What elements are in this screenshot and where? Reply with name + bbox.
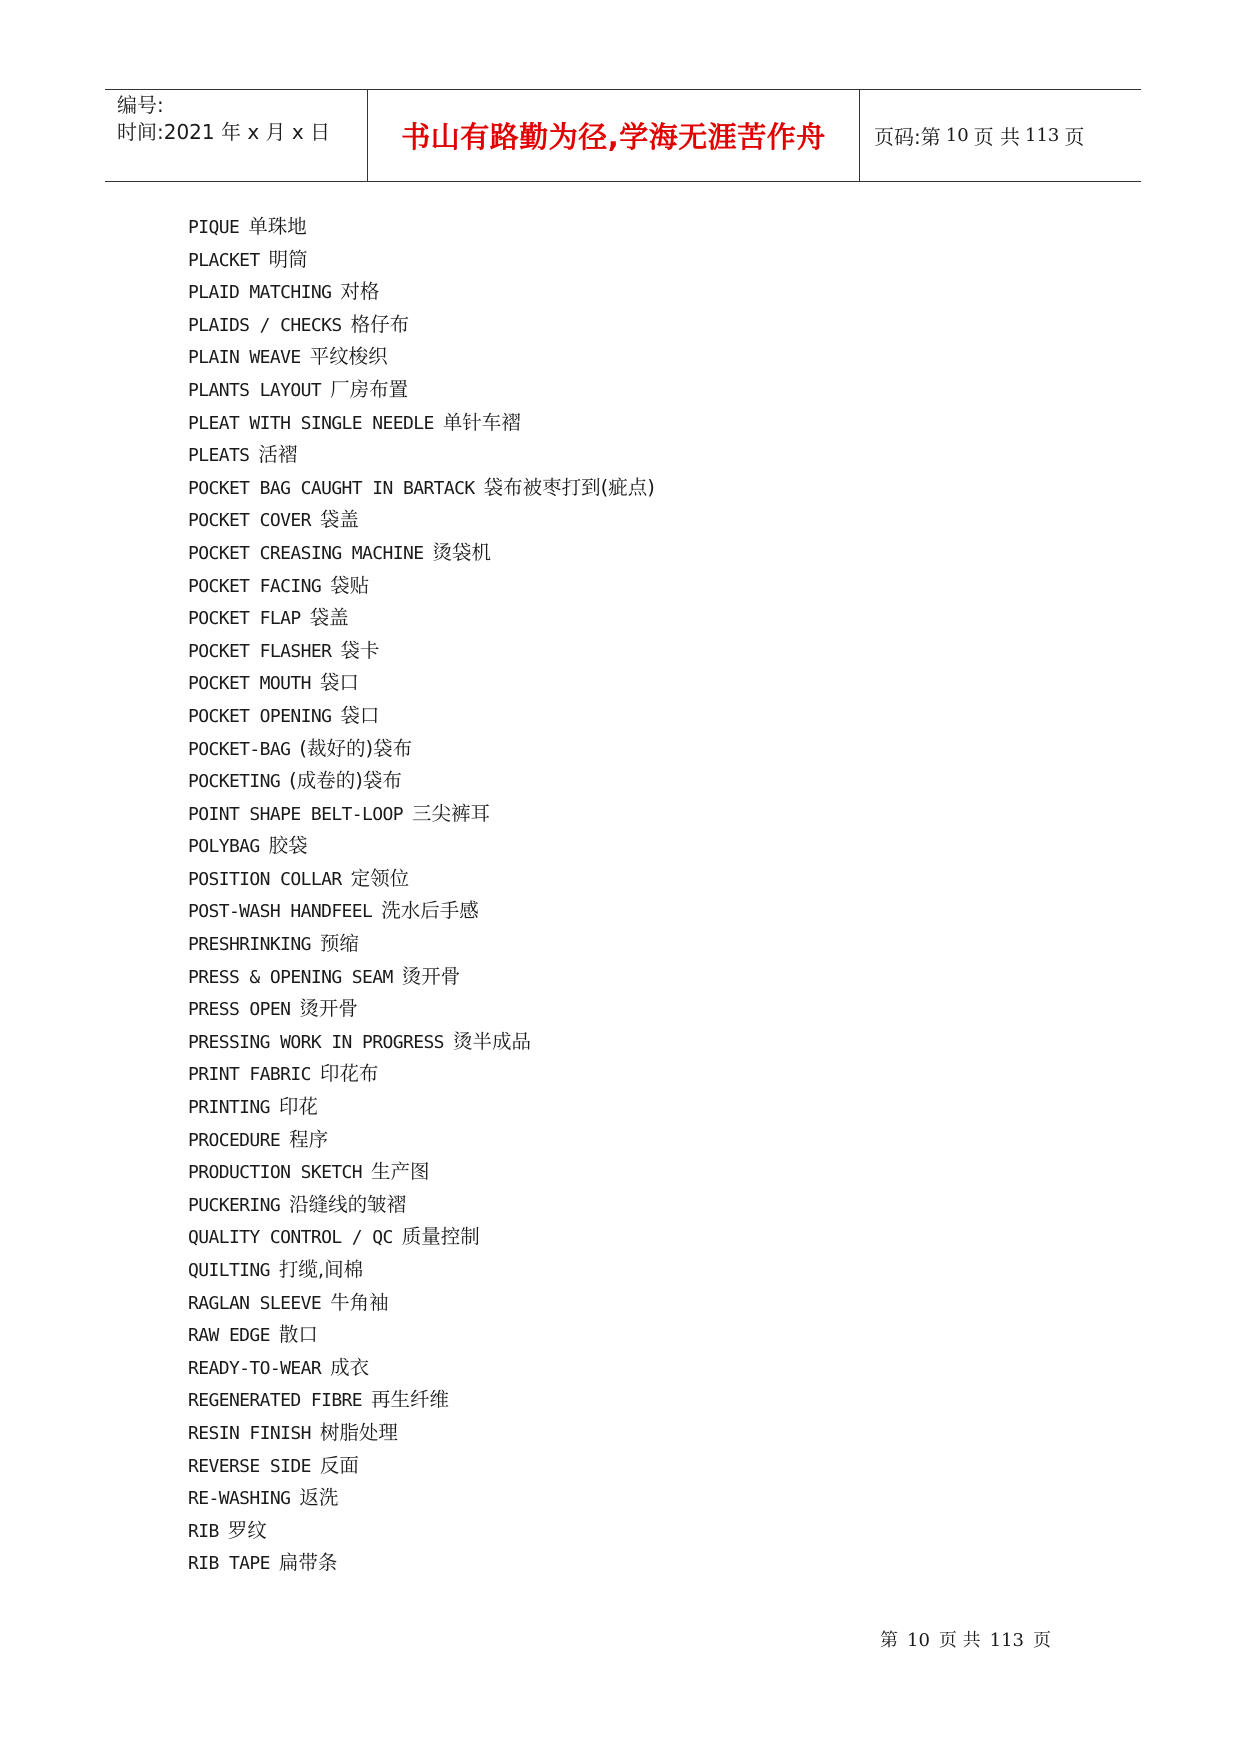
glossary-entry: [188, 211, 1088, 244]
term-english: POST-WASH HANDFEEL: [188, 901, 373, 923]
term-english: POCKETING: [188, 771, 281, 793]
term-english: RAGLAN SLEEVE: [188, 1292, 322, 1314]
term-chinese: 再生纤维: [371, 1388, 450, 1412]
glossary-entry: [188, 341, 1088, 374]
term-chinese: 烫开骨: [299, 997, 358, 1021]
glossary-entry: [188, 961, 1088, 994]
glossary-entry: [188, 1189, 1088, 1222]
header-page-indicator: [860, 90, 1141, 181]
header-page-suffix: 页: [1064, 125, 1085, 149]
glossary-entry: [188, 895, 1088, 928]
glossary-entry: [188, 1515, 1088, 1548]
term-english: POCKET MOUTH: [188, 673, 311, 695]
term-chinese: 散口: [278, 1323, 318, 1347]
term-chinese: 袋口: [319, 671, 359, 695]
term-english: POCKET OPENING: [188, 705, 332, 727]
term-chinese: 牛角袖: [330, 1290, 389, 1314]
glossary-entry: [188, 830, 1088, 863]
glossary-entry: [188, 472, 1088, 505]
glossary-entry: [188, 1058, 1088, 1091]
term-english: POCKET FACING: [188, 575, 322, 597]
term-chinese: 袋盖: [309, 606, 349, 630]
glossary-entry: [188, 1482, 1088, 1515]
term-english: QUALITY CONTROL / QC: [188, 1227, 393, 1249]
term-chinese: 平纹梭织: [309, 345, 388, 369]
term-chinese: 三尖裤耳: [411, 801, 490, 825]
glossary-entry: [188, 1547, 1088, 1580]
term-chinese: 印花布: [319, 1062, 379, 1086]
glossary-entry: [188, 1384, 1088, 1417]
term-english: PRODUCTION SKETCH: [188, 1162, 363, 1184]
term-chinese: (成卷的)袋布: [289, 769, 402, 793]
glossary-entry: [188, 374, 1088, 407]
term-chinese: 单珠地: [248, 215, 307, 238]
glossary-entry: [188, 407, 1088, 440]
glossary-entry: [188, 1156, 1088, 1189]
term-chinese: 返洗: [299, 1486, 339, 1510]
glossary-entry: [188, 1254, 1088, 1287]
glossary-entry: [188, 863, 1088, 896]
term-english: PLEAT WITH SINGLE NEEDLE: [188, 412, 434, 434]
term-english: PLACKET: [188, 249, 260, 271]
term-english: PRINTING: [188, 1097, 270, 1119]
term-chinese: (裁好的)袋布: [299, 736, 413, 760]
term-english: PRINT FABRIC: [188, 1064, 311, 1086]
glossary-entry: [188, 537, 1088, 570]
term-chinese: 单针车褶: [442, 410, 521, 434]
term-chinese: 定领位: [350, 866, 410, 890]
glossary-entry: [188, 928, 1088, 961]
glossary-entry: [188, 602, 1088, 635]
term-english: REVERSE SIDE: [188, 1455, 311, 1477]
term-chinese: 罗纹: [227, 1518, 267, 1542]
term-english: RE-WASHING: [188, 1488, 291, 1510]
term-chinese: 厂房布置: [330, 377, 409, 401]
term-english: PUCKERING: [188, 1194, 281, 1216]
term-english: PROCEDURE: [188, 1129, 281, 1151]
glossary-entry: [188, 504, 1088, 537]
glossary-entry: [188, 276, 1088, 309]
term-english: RESIN FINISH: [188, 1422, 311, 1444]
glossary-entry: [188, 635, 1088, 668]
page-header: [105, 89, 1141, 182]
glossary-entry: [188, 244, 1088, 277]
term-chinese: 胶袋: [268, 834, 308, 858]
footer-prefix: 第: [880, 1630, 898, 1651]
term-chinese: 格仔布: [350, 312, 410, 336]
glossary-entry: [188, 1450, 1088, 1483]
term-chinese: 袋口: [340, 703, 380, 727]
term-english: PRESSING WORK IN PROGRESS: [188, 1031, 444, 1053]
term-english: PRESHRINKING: [188, 934, 311, 956]
term-chinese: 预缩: [319, 932, 359, 956]
term-chinese: 对格: [340, 280, 380, 304]
term-chinese: 烫半成品: [452, 1029, 531, 1053]
term-english: POINT SHAPE BELT-LOOP: [188, 803, 403, 825]
term-chinese: 成衣: [330, 1355, 370, 1379]
term-english: POCKET BAG CAUGHT IN BARTACK: [188, 477, 475, 499]
glossary-entry: [188, 700, 1088, 733]
term-english: REGENERATED FIBRE: [188, 1390, 363, 1412]
term-english: RIB TAPE: [188, 1553, 270, 1575]
term-chinese: 袋盖: [319, 508, 359, 532]
page-footer: [880, 1626, 1060, 1652]
glossary-entry: [188, 570, 1088, 603]
term-chinese: 程序: [289, 1127, 329, 1151]
glossary-entry: [188, 765, 1088, 798]
header-info-cell: [105, 90, 368, 181]
term-chinese: 扁带条: [278, 1551, 338, 1575]
term-chinese: 洗水后手感: [381, 899, 479, 923]
term-english: POCKET-BAG: [188, 738, 291, 760]
term-english: POSITION COLLAR: [188, 868, 342, 890]
term-chinese: 树脂处理: [319, 1420, 398, 1444]
glossary-entry: [188, 993, 1088, 1026]
term-english: POCKET FLASHER: [188, 640, 332, 662]
term-english: POCKET COVER: [188, 510, 311, 532]
header-page-mid: 页 共: [973, 125, 1021, 149]
glossary-list: [188, 211, 1088, 1580]
term-english: POCKET FLAP: [188, 608, 301, 630]
header-page-total: 113: [1025, 125, 1060, 146]
term-english: PRESS OPEN: [188, 999, 291, 1021]
glossary-entry: [188, 1091, 1088, 1124]
glossary-entry: [188, 1287, 1088, 1320]
glossary-entry: [188, 733, 1088, 766]
term-english: READY-TO-WEAR: [188, 1357, 322, 1379]
footer-page-total: 113: [989, 1630, 1024, 1651]
document-number-label: 编号:: [117, 93, 164, 117]
term-chinese: 反面: [319, 1453, 359, 1477]
glossary-entry: [188, 667, 1088, 700]
term-english: QUILTING: [188, 1260, 270, 1281]
term-chinese: 袋卡: [340, 638, 380, 662]
glossary-entry: [188, 1319, 1088, 1352]
term-chinese: 印花: [278, 1095, 318, 1119]
glossary-entry: [188, 1352, 1088, 1385]
term-chinese: 质量控制: [401, 1225, 480, 1249]
term-english: PLAID MATCHING: [188, 282, 332, 304]
term-chinese: 活褶: [258, 443, 298, 467]
document-time-label: 时间:2021 年 x 月 x 日: [117, 120, 331, 144]
term-chinese: 袋布被枣打到(疵点): [483, 475, 655, 499]
glossary-entry: [188, 1026, 1088, 1059]
term-english: RIB: [188, 1520, 219, 1542]
glossary-entry: [188, 1417, 1088, 1450]
term-chinese: 沿缝线的皱褶: [289, 1192, 407, 1216]
term-english: PLAIDS / CHECKS: [188, 314, 342, 336]
term-english: POLYBAG: [188, 836, 260, 858]
header-page-prefix: 页码:第: [874, 125, 941, 149]
term-english: PLANTS LAYOUT: [188, 379, 322, 401]
term-chinese: 烫开骨: [401, 964, 461, 988]
header-motto: 书山有路勤为径,学海无涯苦作舟: [368, 90, 860, 181]
glossary-entry: [188, 309, 1088, 342]
glossary-entry: [188, 1124, 1088, 1157]
term-chinese: 明筒: [268, 247, 308, 271]
glossary-entry: [188, 798, 1088, 831]
glossary-entry: [188, 439, 1088, 472]
term-chinese: 袋贴: [330, 573, 370, 597]
term-english: PLAIN WEAVE: [188, 347, 301, 369]
term-chinese: 生产图: [371, 1160, 430, 1184]
footer-suffix: 页: [1033, 1630, 1051, 1651]
footer-page-current: 10: [907, 1630, 930, 1651]
glossary-entry: [188, 1221, 1088, 1254]
term-english: PIQUE: [188, 217, 240, 238]
term-english: PRESS & OPENING SEAM: [188, 966, 393, 988]
term-english: PLEATS: [188, 445, 250, 467]
footer-mid: 页 共: [938, 1630, 981, 1651]
header-page-current: 10: [945, 125, 969, 146]
term-english: POCKET CREASING MACHINE: [188, 542, 424, 564]
term-english: RAW EDGE: [188, 1325, 270, 1347]
term-chinese: 打缆,间棉: [278, 1258, 364, 1281]
term-chinese: 烫袋机: [432, 540, 491, 564]
